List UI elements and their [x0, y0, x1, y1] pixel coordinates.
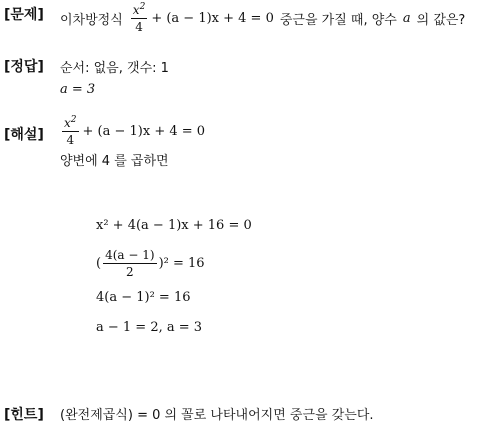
problem-var: a [402, 10, 411, 26]
solution-step1: x² + 4(a − 1)x + 16 = 0 [96, 218, 252, 233]
solution-equation [60, 112, 205, 150]
solution-text: 양변에 4 를 곱하면 [60, 154, 169, 169]
solution-label: [해설] [4, 127, 44, 143]
problem-end: 의 값은? [416, 12, 466, 28]
solution-fraction [62, 114, 79, 147]
answer-label: [정답] [4, 59, 44, 75]
hint-label: [힌트] [4, 407, 44, 423]
problem-frac-num: x [132, 2, 140, 17]
solution-equation-rest: + (a − 1)x + 4 = 0 [82, 123, 206, 139]
problem-equation-rest: + (a − 1)x + 4 = 0 [151, 10, 274, 26]
solution-step2-close: )² = 16 [158, 255, 205, 271]
answer-line1: 순서: 없음, 갯수: 1 [60, 61, 169, 76]
solution-frac-den: 4 [66, 132, 75, 147]
solution-step2-num: 4(a − 1) [105, 247, 155, 262]
solution-step2-fraction [103, 249, 156, 278]
problem-label: [문제] [4, 7, 44, 23]
solution-step4: a − 1 = 2, a = 3 [96, 320, 203, 335]
problem-pre: 이차방정식 [60, 12, 123, 28]
problem-frac-den: 4 [135, 19, 143, 34]
problem-frac-num-exp: 2 [139, 1, 146, 12]
hint-text: (완전제곱식) = 0 의 꼴로 나타내어지면 중근을 갖는다. [60, 408, 374, 423]
problem-post: 중근을 가질 때, 양수 [279, 12, 397, 28]
solution-step2-den: 2 [126, 264, 134, 279]
solution-frac-num-exp: 2 [70, 114, 77, 125]
solution-step2-open: ( [96, 255, 102, 271]
answer-line2: a = 3 [60, 82, 96, 97]
solution-step2 [96, 244, 205, 282]
problem-fraction [131, 1, 148, 34]
solution-step3: 4(a − 1)² = 16 [96, 290, 191, 305]
solution-frac-num: x [64, 115, 71, 130]
problem-text [60, 0, 465, 36]
